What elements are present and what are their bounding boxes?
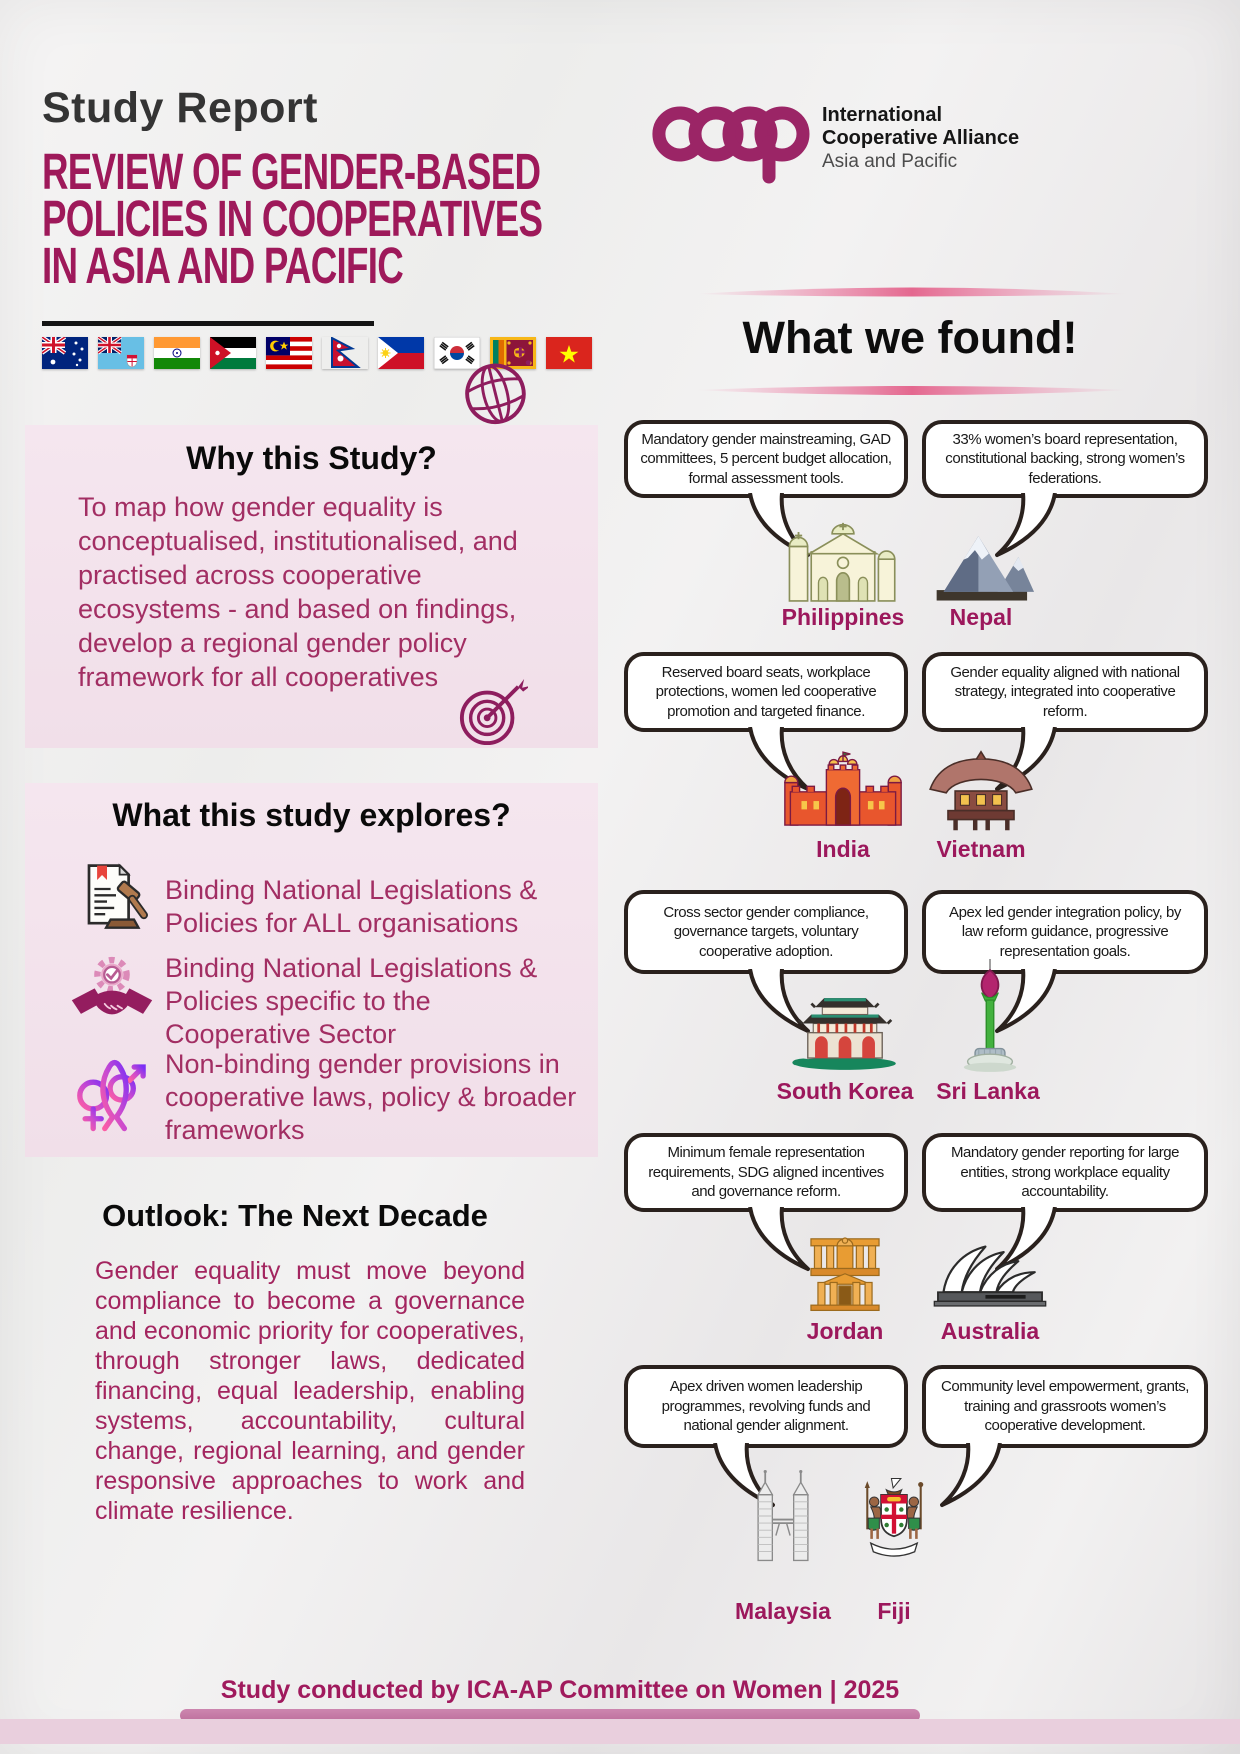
- finding-bubble-fiji: [922, 1365, 1208, 1448]
- globe-icon: [456, 340, 534, 436]
- flag-australia-icon: [42, 337, 88, 369]
- finding-text-philippines: Mandatory gender mainstreaming, GAD committees, 5 percent budget allocation, formal assessment tools.: [640, 430, 892, 487]
- finding-bubble-malaysia: [624, 1365, 908, 1448]
- swoosh-top: [692, 286, 1132, 300]
- finding-text-vietnam: Gender equality aligned with national strategy, integrated into cooperative reform.: [950, 663, 1180, 720]
- report-kicker: Study Report: [42, 84, 318, 132]
- finding-bubble-india: [624, 652, 908, 732]
- flag-india-icon: [154, 337, 200, 369]
- traditional-house-icon: [923, 748, 1039, 834]
- country-label-fiji: Fiji: [877, 1598, 911, 1624]
- finding-bubble-jordan: [624, 1133, 908, 1212]
- page-title-line2: POLICIES IN COOPERATIVES: [42, 190, 543, 247]
- outlook-body: Gender equality must move beyond compliance to become a governance and economic priority for cooperatives, through stronger laws, dedicated financing, equal leadership, enabling systems, accountability, cultural change, regional learning, and gender responsive approaches to work and climate resilience.: [95, 1257, 525, 1525]
- manila-cathedral-icon: [784, 518, 902, 604]
- finding-text-jordan: Minimum female representation requirements, SDG aligned incentives and governance reform.: [648, 1144, 884, 1201]
- logo-org-line2: Cooperative Alliance: [822, 127, 1020, 149]
- finding-bubble-philippines: [624, 420, 908, 498]
- title-underline: [42, 321, 374, 326]
- country-label-australia: Australia: [940, 1318, 1040, 1344]
- flag-nepal-icon: [322, 337, 368, 369]
- finding-bubble-nepal: [922, 420, 1208, 498]
- why-title: Why this Study?: [186, 440, 437, 476]
- country-label-india: India: [816, 836, 870, 862]
- lotus-tower-icon: [962, 956, 1018, 1074]
- red-fort-icon: [783, 746, 903, 834]
- finding-text-south-korea: Cross sector gender compliance, governance targets, voluntary cooperative adoption.: [663, 903, 869, 960]
- country-label-philippines: Philippines: [781, 604, 905, 630]
- himalaya-mountain-icon: [922, 524, 1040, 604]
- logo-org-line3: Asia and Pacific: [822, 151, 958, 172]
- flag-vietnam-icon: [546, 337, 592, 369]
- country-label-jordan: Jordan: [806, 1318, 884, 1344]
- page-title: [42, 143, 543, 294]
- target-dart-icon: [458, 676, 528, 748]
- why-body: To map how gender equality is conceptualised, institutionalised, and practised across cooperative ecosystems - and based on findings, develop a regional gender policy framework for all cooperatives: [78, 492, 518, 692]
- coop-logo-icon: [652, 100, 812, 184]
- finding-text-nepal: 33% women’s board representation, constitutional backing, strong women’s federations.: [945, 430, 1185, 487]
- finding-text-india: Reserved board seats, workplace protections, women led cooperative promotion and targeted finance.: [655, 663, 877, 720]
- gender-ribbon-icon: [70, 1048, 152, 1136]
- palace-gate-icon: [786, 984, 904, 1074]
- country-label-vietnam: Vietnam: [936, 836, 1026, 862]
- petronas-towers-icon: [740, 1468, 826, 1564]
- finding-bubble-south-korea: [624, 890, 908, 974]
- country-label-nepal: Nepal: [949, 604, 1013, 630]
- finding-text-malaysia: Apex driven women leadership programmes, revolving funds and national gender alignment.: [661, 1378, 871, 1435]
- outlook-title: Outlook: The Next Decade: [102, 1198, 488, 1233]
- flag-fiji-icon: [98, 337, 144, 369]
- petra-icon: [797, 1228, 893, 1316]
- finding-bubble-australia: [922, 1133, 1208, 1212]
- legislation-gavel-icon: [80, 858, 152, 938]
- page-title-line1: REVIEW OF GENDER-BASED: [42, 143, 541, 200]
- country-label-sri-lanka: Sri Lanka: [936, 1078, 1040, 1104]
- swoosh-bottom: [692, 384, 1132, 398]
- flag-malaysia-icon: [266, 337, 312, 369]
- finding-text-sri-lanka: Apex led gender integration policy, by law reform guidance, progressive representation goals.: [949, 903, 1181, 960]
- explores-title: What this study explores?: [112, 797, 511, 833]
- finding-text-fiji: Community level empowerment, grants, training and grassroots women’s cooperative development.: [940, 1378, 1190, 1435]
- country-label-malaysia: Malaysia: [735, 1598, 831, 1624]
- flag-jordan-icon: [210, 337, 256, 369]
- fiji-coat-of-arms-icon: [838, 1474, 950, 1564]
- country-label-south-korea: South Korea: [776, 1078, 914, 1104]
- logo-org-line1: International: [822, 104, 943, 126]
- finding-text-australia: Mandatory gender reporting for large entities, strong workplace equality accountability.: [950, 1144, 1180, 1201]
- flag-philippines-icon: [378, 337, 424, 369]
- opera-house-icon: [929, 1232, 1051, 1316]
- finding-bubble-vietnam: [922, 652, 1208, 732]
- explore-item-3: Non-binding gender provisions in cooperative laws, policy & broader frameworks: [165, 1049, 577, 1145]
- footer-credit: Study conducted by ICA-AP Committee on Women | 2025: [220, 1676, 900, 1704]
- explore-item-1: Binding National Legislations & Policies for ALL organisations: [165, 875, 538, 938]
- logo-text: [822, 104, 1019, 173]
- found-title: What we found!: [742, 312, 1078, 363]
- handshake-gear-icon: [70, 950, 154, 1034]
- explore-item-2: Binding National Legislations & Policies specific to the Cooperative Sector: [165, 953, 538, 1049]
- page-title-line3: IN ASIA AND PACIFIC: [42, 237, 404, 294]
- footer-bar-base: [0, 1719, 1240, 1744]
